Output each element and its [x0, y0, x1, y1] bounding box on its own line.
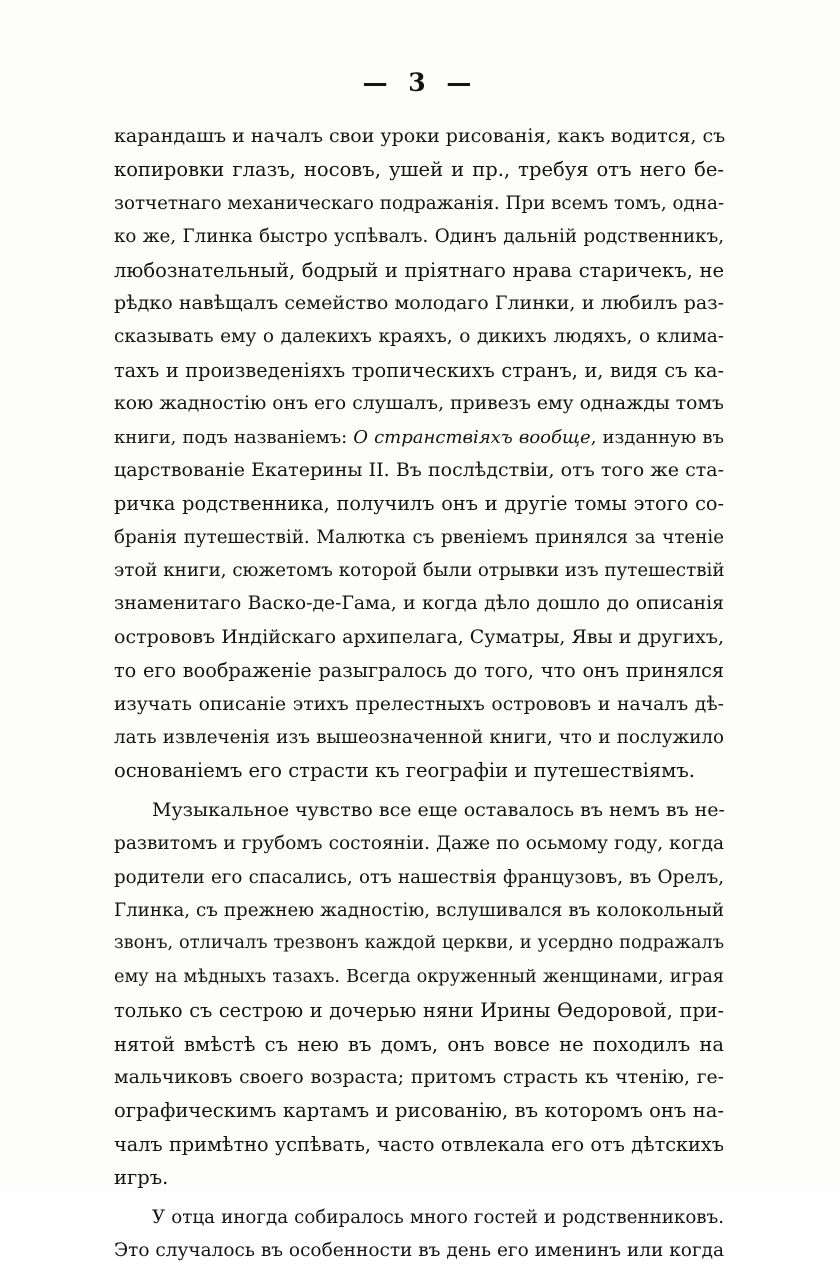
text-line: сказывать ему о далекихъ краяхъ, о дикихъ людяхъ, о клима-: [114, 326, 724, 348]
text-line: любознательный, бодрый и пріятнаго нрава старичекъ, не: [114, 258, 724, 282]
text-line: бранія путешествій. Малютка съ рвеніемъ принялся за чтеніе: [114, 526, 724, 548]
text-line: нятой вмѣстѣ съ нею въ домъ, онъ вовсе не походилъ на: [114, 1032, 724, 1056]
text-line: Музыкальное чувство все еще оставалось въ немъ въ не-: [152, 798, 725, 821]
text-line: только съ сестрою и дочерью няни Ирины Ѳедоровой, при-: [114, 999, 724, 1023]
text-line: основаніемъ его страсти къ географіи и путешествіямъ.: [114, 759, 695, 783]
text-line: копировки глазъ, носовъ, ушей и пр., требуя отъ него бе-: [114, 158, 724, 182]
text-line: изучать описаніе этихъ прелестныхъ острововъ и началъ дѣ-: [114, 693, 724, 715]
text-line: родители его спасались, отъ нашествія французовъ, въ Орелъ,: [114, 866, 724, 888]
text-line: игръ.: [114, 1166, 169, 1190]
book-title-italic: О странствіяхъ вообще: [353, 426, 591, 448]
text-line: Глинка, съ прежнею жадностію, вслушивался въ колокольный: [114, 899, 724, 921]
text-line: зотчетнаго механическаго подражанія. При всемъ томъ, одна-: [114, 192, 724, 214]
text-line: ографическимъ картамъ и рисованію, въ которомъ онъ на-: [114, 1099, 724, 1123]
text-line: то его воображеніе разыгралось до того, что онъ принялся: [114, 659, 724, 683]
text-line: ричка родственника, получилъ онъ и другіе томы этого со-: [114, 492, 724, 516]
text-line: кою жадностію онъ его слушалъ, привезъ ему однажды томъ: [114, 393, 724, 415]
text-line: острововъ Индійскаго архипелага, Суматры, Явы и другихъ,: [114, 625, 724, 648]
text-line: книги, подъ названіемъ: О странствіяхъ вообще, изданную въ: [114, 426, 725, 448]
text-line: лать извлеченія изъ вышеозначенной книги, что и послужило: [114, 727, 724, 749]
text-line: карандашъ и началъ свои уроки рисованія, какъ водится, съ: [114, 125, 726, 147]
text-line: знаменитаго Васко-де-Гама, и когда дѣло дошло до описанія: [114, 593, 724, 615]
text-line: ко же, Глинка быстро успѣвалъ. Одинъ дальній родственникъ,: [114, 226, 724, 248]
text-line: тахъ и произведеніяхъ тропическихъ странъ, и, видя съ ка-: [114, 358, 724, 382]
text-line: рѣдко навѣщалъ семейство молодаго Глинки, и любилъ раз-: [114, 291, 724, 314]
text-line: этой книги, сюжетомъ которой были отрывки изъ путешествій: [114, 560, 725, 582]
text-line: царствованіе Екатерины II. Въ послѣдствіи, отъ того же ста-: [114, 458, 724, 481]
text-line: ему на мѣдныхъ тазахъ. Всегда окруженный женщинами, играя: [114, 966, 724, 987]
page-number: — 3 —: [362, 68, 478, 97]
text-line: мальчиковъ своего возраста; притомъ страсть къ чтенію, ге-: [114, 1066, 724, 1088]
text-line: звонъ, отличалъ трезвонъ каждой церкви, и усердно подражалъ: [114, 933, 724, 954]
body-text: [114, 120, 724, 1267]
text-line: Это случалось въ особенности въ день его именинъ или когда: [114, 1239, 725, 1261]
text-line: У отца иногда собиралось много гостей и родственниковъ.: [152, 1206, 724, 1228]
text-line: чалъ примѣтно успѣвать, часто отвлекала его отъ дѣтскихъ: [114, 1132, 724, 1156]
text-line: развитомъ и грубомъ состояніи. Даже по осьмому году, когда: [114, 833, 724, 855]
